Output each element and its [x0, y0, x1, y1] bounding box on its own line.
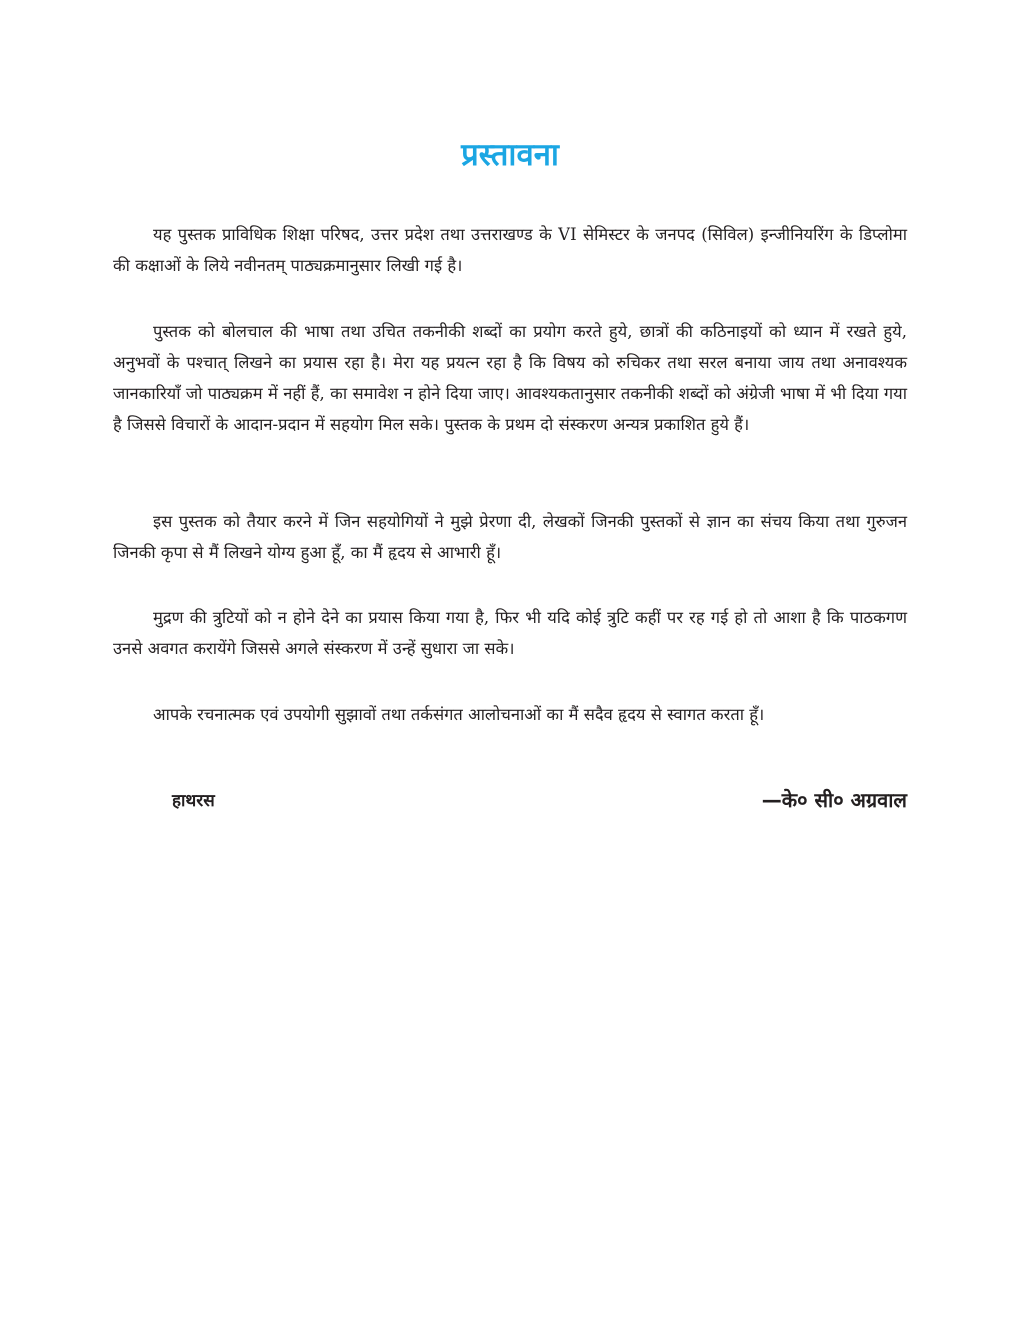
page-title: प्रस्तावना: [461, 137, 559, 173]
paragraph-5: आपके रचनात्मक एवं उपयोगी सुझावों तथा तर्कसंगत आलोचनाओं का मैं सदैव हृदय से स्वागत करता हूँ।: [153, 705, 765, 724]
signature-author: —के० सी० अग्रवाल: [761, 788, 907, 812]
paragraph-3: इस पुस्तक को तैयार करने में जिन सहयोगियों ने मुझे प्रेरणा दी, लेखकों जिनकी पुस्तकों से ज्ञान का संचय किया तथा गुरुजन जिनकी कृपा से मैं लिखने योग्य हुआ हूँ, का मैं हृदय से आभारी हूँ।: [113, 512, 907, 562]
signature-place: हाथरस: [172, 791, 215, 811]
paragraph-2: पुस्तक को बोलचाल की भाषा तथा उचित तकनीकी शब्दों का प्रयोग करते हुये, छात्रों की कठिनाइयों को ध्यान में रखते हुये, अनुभवों के पश्चात् लिखने का प्रयास रहा है। मेरा यह प्रयत्न रहा है कि विषय को रुचिकर तथा सरल बनाया जाय तथा अनावश्यक जानकारियाँ जो पाठ्यक्रम में नहीं हैं, का समावेश न होने दिया जाए। आवश्यकतानुसार तकनीकी शब्दों को अंग्रेजी भाषा में भी दिया गया है जिससे विचारों के आदान-प्रदान में सहयोग मिल सके। पुस्तक के प्रथम दो संस्करण अन्यत्र प्रकाशित हुये हैं।: [113, 322, 907, 434]
paragraph-1: यह पुस्तक प्राविधिक शिक्षा परिषद, उत्तर प्रदेश तथा उत्तराखण्ड के VI सेमिस्टर के जनपद (सिविल) इन्जीनियरिंग के डिप्लोमा की कक्षाओं के लिये नवीनतम् पाठ्यक्रमानुसार लिखी गई है।: [113, 225, 907, 275]
paragraph-4: मुद्रण की त्रुटियों को न होने देने का प्रयास किया गया है, फिर भी यदि कोई त्रुटि कहीं पर रह गई हो तो आशा है कि पाठकगण उनसे अवगत करायेंगे जिससे अगले संस्करण में उन्हें सुधारा जा सके।: [113, 608, 907, 658]
